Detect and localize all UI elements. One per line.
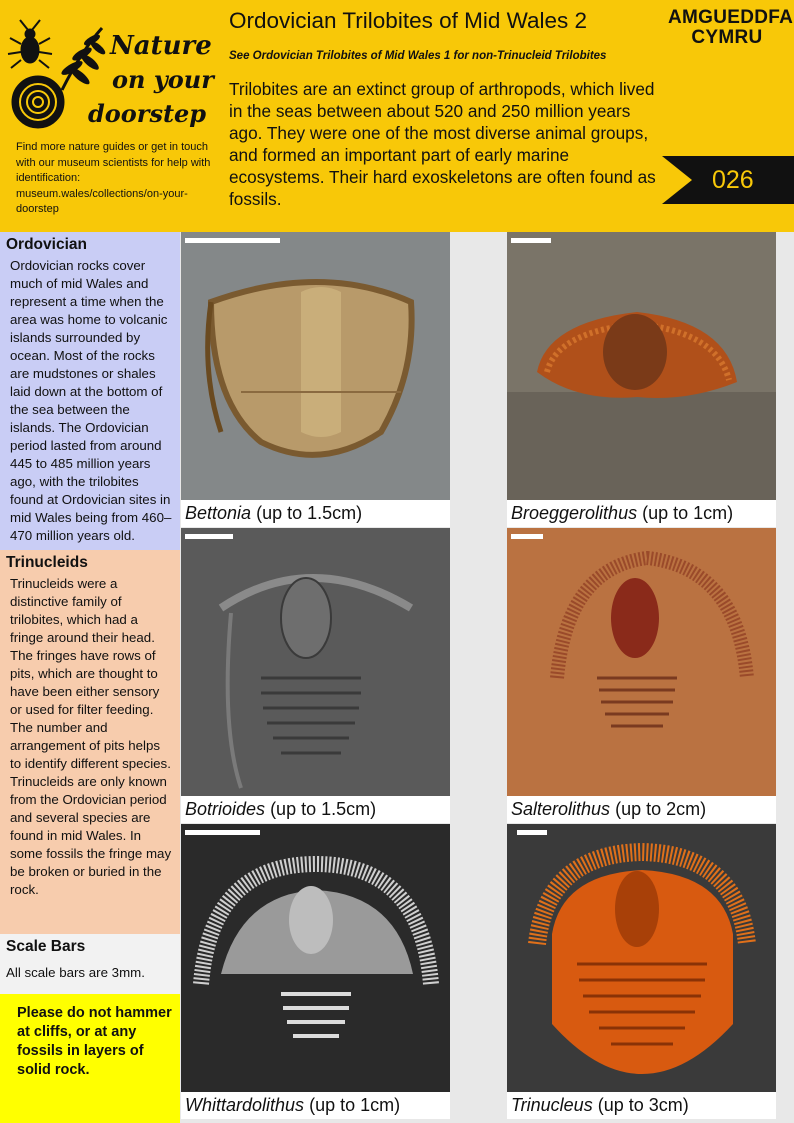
fossil-card-whittardolithus bbox=[181, 824, 450, 1119]
museum-logo-line2: CYMRU bbox=[691, 27, 763, 48]
fossil-caption bbox=[507, 1092, 776, 1119]
ordovician-text: Ordovician rocks cover much of mid Wales and represent a time when the area was home to volcanic islands surrounded by ocean. Most of the rocks are mudstones or shales laid down at the bottom of the sea between the islands. The Ordovician period lasted from around 445 to 485 million years ago, with the trilobites found at Ordovician sites in mid Wales being from 460–470 million years old. bbox=[10, 258, 172, 543]
fossil-card-salterolithus bbox=[507, 528, 776, 823]
warning-box bbox=[0, 994, 180, 1123]
fossil-photo-whittardolithus bbox=[181, 824, 450, 1092]
scale-bars-text: All scale bars are 3mm. bbox=[6, 965, 145, 980]
fossil-gallery bbox=[180, 232, 794, 1123]
fossil-caption bbox=[507, 500, 776, 527]
svg-text:Nature: Nature bbox=[110, 31, 212, 61]
trinucleids-heading: Trinucleids bbox=[6, 554, 88, 571]
museum-logo bbox=[668, 7, 794, 52]
guide-number: 026 bbox=[712, 166, 754, 194]
intro-paragraph: Trilobites are an extinct group of arthropods, which lived in the seas between about 520 and 250 million years ago. They were one of the most diverse animal groups, and formed an important part of early marine ecosystems. Their hard exoskeletons are often found as fossils. bbox=[229, 79, 656, 209]
fossil-size: (up to 1.5cm) bbox=[256, 503, 363, 523]
contact-info: Find more nature guides or get in touch with our museum scientists for help with identification: museum.wales/collections/on-your-doorstep bbox=[16, 141, 211, 215]
fossil-card-bettonia bbox=[181, 232, 450, 527]
fossil-size: (up to 1cm) bbox=[309, 1095, 401, 1115]
fossil-caption bbox=[181, 796, 450, 823]
svg-text:doorstep: doorstep bbox=[88, 99, 207, 128]
fern-icon bbox=[60, 28, 108, 90]
fossil-photo-trinucleus bbox=[507, 824, 776, 1092]
fossil-name: Trinucleus bbox=[511, 1095, 593, 1115]
trinucleids-info-box bbox=[0, 550, 180, 934]
fossil-name: Botrioides bbox=[185, 799, 266, 819]
museum-logo-line1: AMGUEDDFA bbox=[668, 7, 794, 28]
ordovician-info-box bbox=[0, 232, 180, 550]
fossil-card-broeggerolithus bbox=[507, 232, 776, 527]
nature-on-your-doorstep-logo bbox=[2, 10, 222, 130]
fossil-photo-botrioides bbox=[181, 528, 450, 796]
fossil-photo-bettonia bbox=[181, 232, 450, 500]
fossil-card-trinucleus bbox=[507, 824, 776, 1119]
trinucleids-text: Trinucleids were a distinctive family of trilobites, which had a fringe around their head. The fringes have rows of pits, which are thought to have been either sensory or used for filter feeding. The number and arrangement of pits helps to identify different species. Trinucleids are only known from the Ordovician period and several species are found in mid Wales. In some fossils the fringe may be broken or buried in the rock. bbox=[10, 576, 172, 897]
fossil-size: (up to 1cm) bbox=[642, 503, 734, 523]
svg-text:on your: on your bbox=[112, 65, 214, 94]
page-subtitle: See Ordovician Trilobites of Mid Wales 1 for non-Trinucleid Trilobites bbox=[229, 50, 607, 62]
fossil-caption bbox=[181, 500, 450, 527]
scale-bars-info-box bbox=[0, 934, 180, 994]
fossil-size: (up to 2cm) bbox=[615, 799, 707, 819]
fossil-photo-salterolithus bbox=[507, 528, 776, 796]
header-banner bbox=[0, 0, 794, 232]
ordovician-heading: Ordovician bbox=[6, 236, 87, 253]
warning-text: Please do not hammer at cliffs, or at any fossils in layers of solid rock. bbox=[17, 1005, 172, 1078]
fossil-photo-broeggerolithus bbox=[507, 232, 776, 500]
fossil-card-botrioides bbox=[181, 528, 450, 823]
fossil-name: Bettonia bbox=[185, 503, 252, 523]
fossil-caption bbox=[507, 796, 776, 823]
fossil-name: Broeggerolithus bbox=[511, 503, 638, 523]
fossil-name: Whittardolithus bbox=[185, 1095, 305, 1115]
scale-bars-heading: Scale Bars bbox=[6, 938, 86, 955]
ammonite-icon bbox=[12, 76, 64, 128]
page-title: Ordovician Trilobites of Mid Wales 2 bbox=[229, 8, 588, 33]
beetle-icon bbox=[8, 20, 52, 68]
fossil-size: (up to 3cm) bbox=[597, 1095, 689, 1115]
fossil-size: (up to 1.5cm) bbox=[270, 799, 377, 819]
fossil-caption bbox=[181, 1092, 450, 1119]
fossil-name: Salterolithus bbox=[511, 799, 611, 819]
